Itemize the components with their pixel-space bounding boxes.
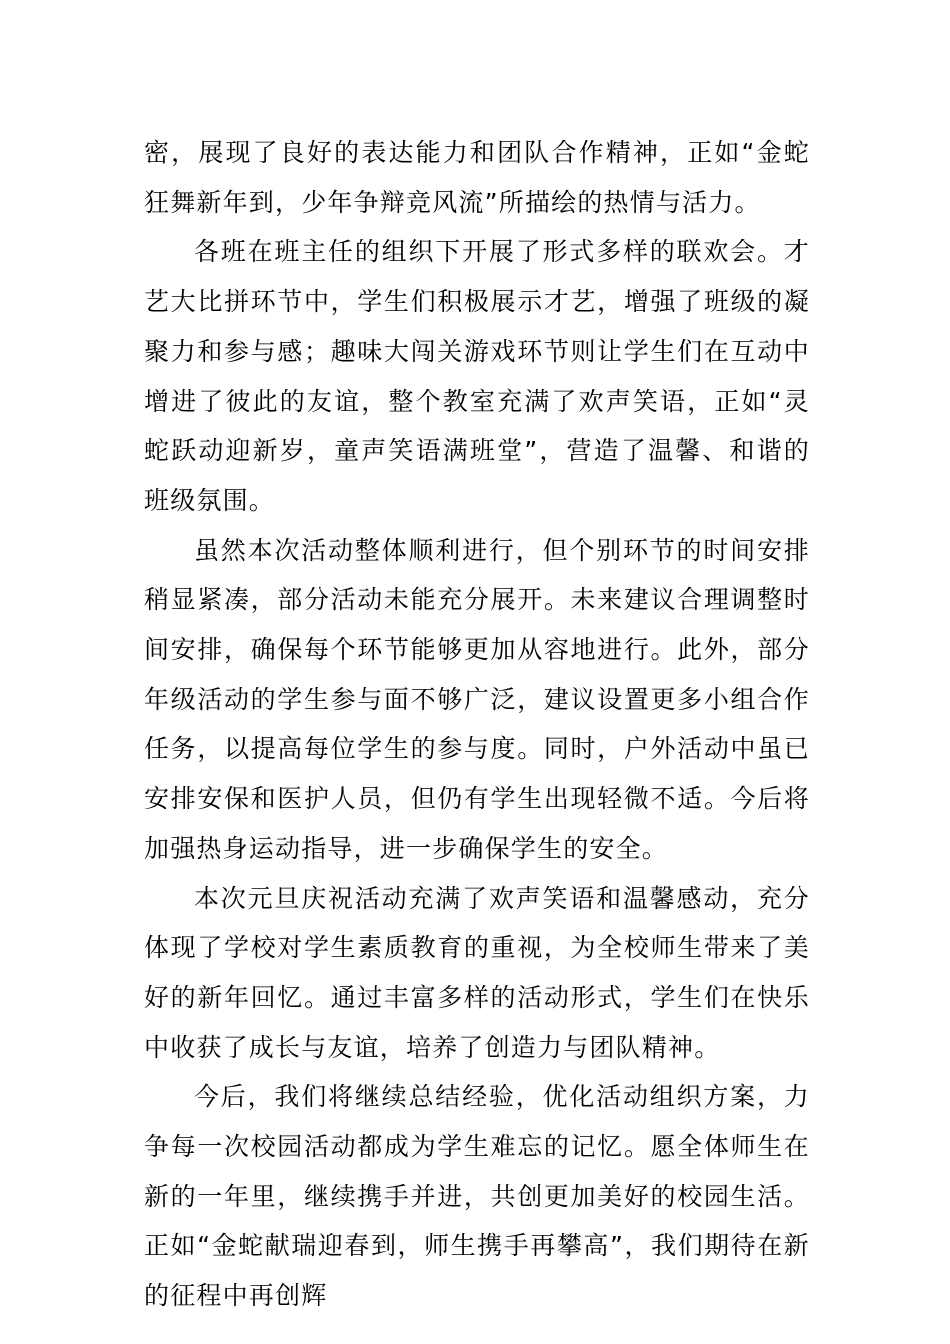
paragraph-continuation: 密，展现了良好的表达能力和团队合作精神，正如“金蛇狂舞新年到，少年争辩竞风流”所描绘的热情与活力。 — [144, 138, 810, 217]
paragraph-summary: 本次元旦庆祝活动充满了欢声笑语和温馨感动，充分体现了学校对学生素质教育的重视，为全校师生带来了美好的新年回忆。通过丰富多样的活动形式，学生们在快乐中收获了成长与友谊，培养了创造力与团队精神。 — [144, 883, 810, 1062]
paragraph-outlook: 今后，我们将继续总结经验，优化活动组织方案，力争每一次校园活动都成为学生难忘的记忆。愿全体师生在新的一年里，继续携手并进，共创更加美好的校园生活。正如“金蛇献瑞迎春到，师生携手再攀高”，我们期待在新的征程中再创辉 — [144, 1082, 810, 1311]
paragraph-improvements: 虽然本次活动整体顺利进行，但个别环节的时间安排稍显紧凑，部分活动未能充分展开。未来建议合理调整时间安排，确保每个环节能够更加从容地进行。此外，部分年级活动的学生参与面不够广泛，建议设置更多小组合作任务，以提高每位学生的参与度。同时，户外活动中虽已安排安保和医护人员，但仍有学生出现轻微不适。今后将加强热身运动指导，进一步确保学生的安全。 — [144, 535, 810, 863]
document-body — [144, 128, 810, 1321]
paragraph-class-parties: 各班在班主任的组织下开展了形式多样的联欢会。才艺大比拼环节中，学生们积极展示才艺，增强了班级的凝聚力和参与感；趣味大闯关游戏环节则让学生们在互动中增进了彼此的友谊，整个教室充满了欢声笑语，正如“灵蛇跃动迎新岁，童声笑语满班堂”，营造了温馨、和谐的班级氛围。 — [144, 237, 810, 515]
